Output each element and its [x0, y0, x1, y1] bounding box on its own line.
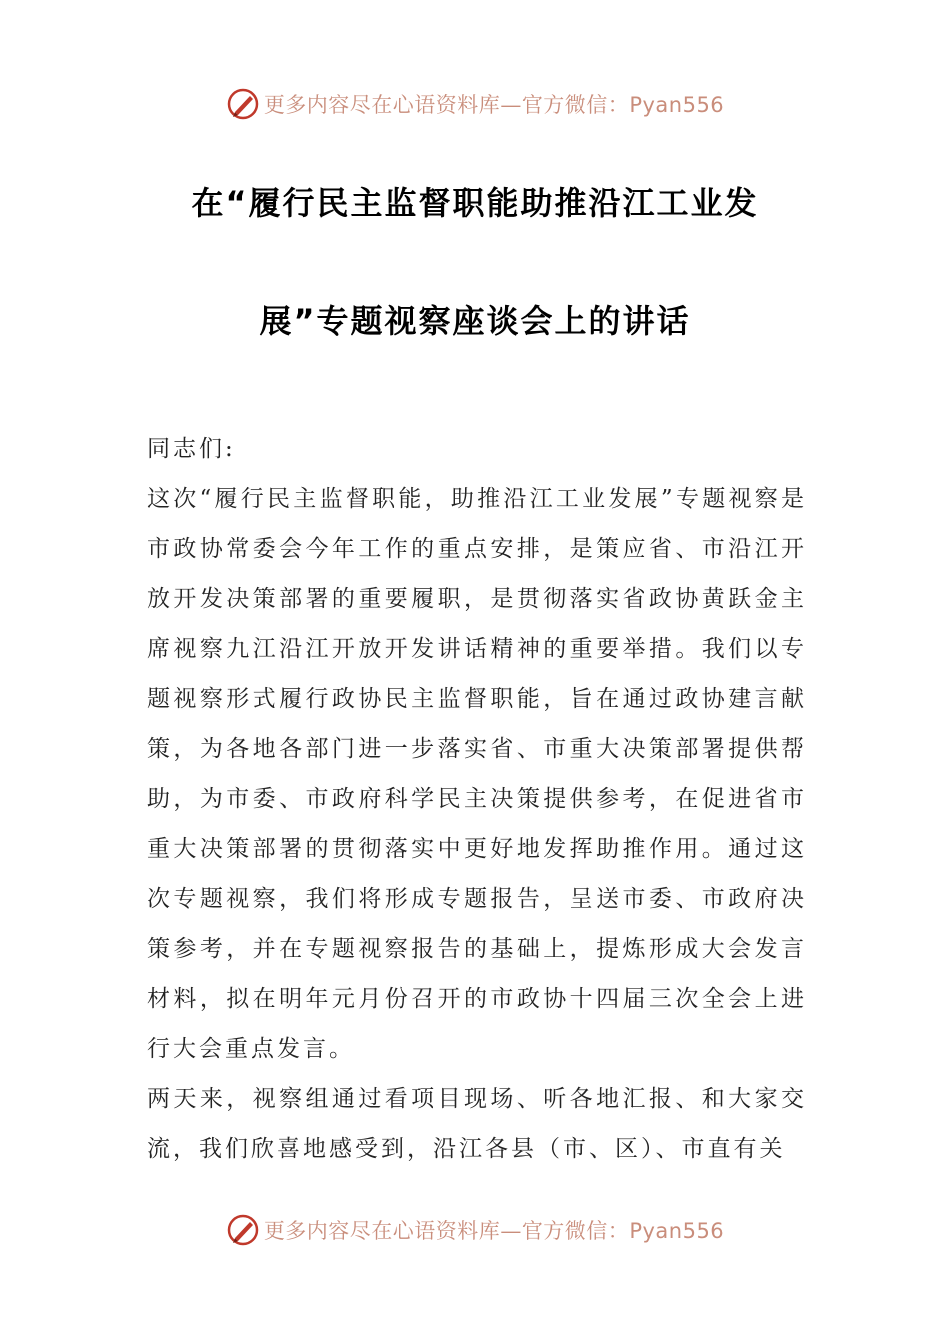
footer-watermark [0, 1210, 950, 1250]
document-body [147, 424, 807, 1174]
pen-logo-icon [226, 1213, 260, 1247]
header-watermark [0, 84, 950, 124]
watermark-text: 更多内容尽在心语资料库—官方微信：Pyan556 [263, 93, 725, 117]
paragraph: 两天来，视察组通过看项目现场、听各地汇报、和大家交流，我们欣喜地感受到，沿江各县（市、区）、市直有关 [147, 1086, 807, 1162]
pen-logo-icon [226, 87, 260, 121]
paragraph: 这次“履行民主监督职能，助推沿江工业发展”专题视察是市政协常委会今年工作的重点安排，是策应省、市沿江开放开发决策部署的重要履职，是贯彻落实省政协黄跃金主席视察九江沿江开放开发讲话精神的重要举措。我们以专题视察形式履行政协民主监督职能，旨在通过政协建言献策，为各地各部门进一步落实省、市重大决策部署提供帮助，为市委、市政府科学民主决策提供参考，在促进省市重大决策部署的贯彻落实中更好地发挥助推作用。通过这次专题视察，我们将形成专题报告，呈送市委、市政府决策参考，并在专题视察报告的基础上，提炼形成大会发言材料，拟在明年元月份召开的市政协十四届三次全会上进行大会重点发言。 [147, 486, 807, 1062]
watermark-text: 更多内容尽在心语资料库—官方微信：Pyan556 [263, 1219, 725, 1243]
salutation: 同志们: [147, 436, 236, 462]
document-title-line-1: 在“履行民主监督职能助推沿江工业发 [191, 184, 759, 222]
document-title-line-2: 展”专题视察座谈会上的讲话 [259, 302, 691, 340]
